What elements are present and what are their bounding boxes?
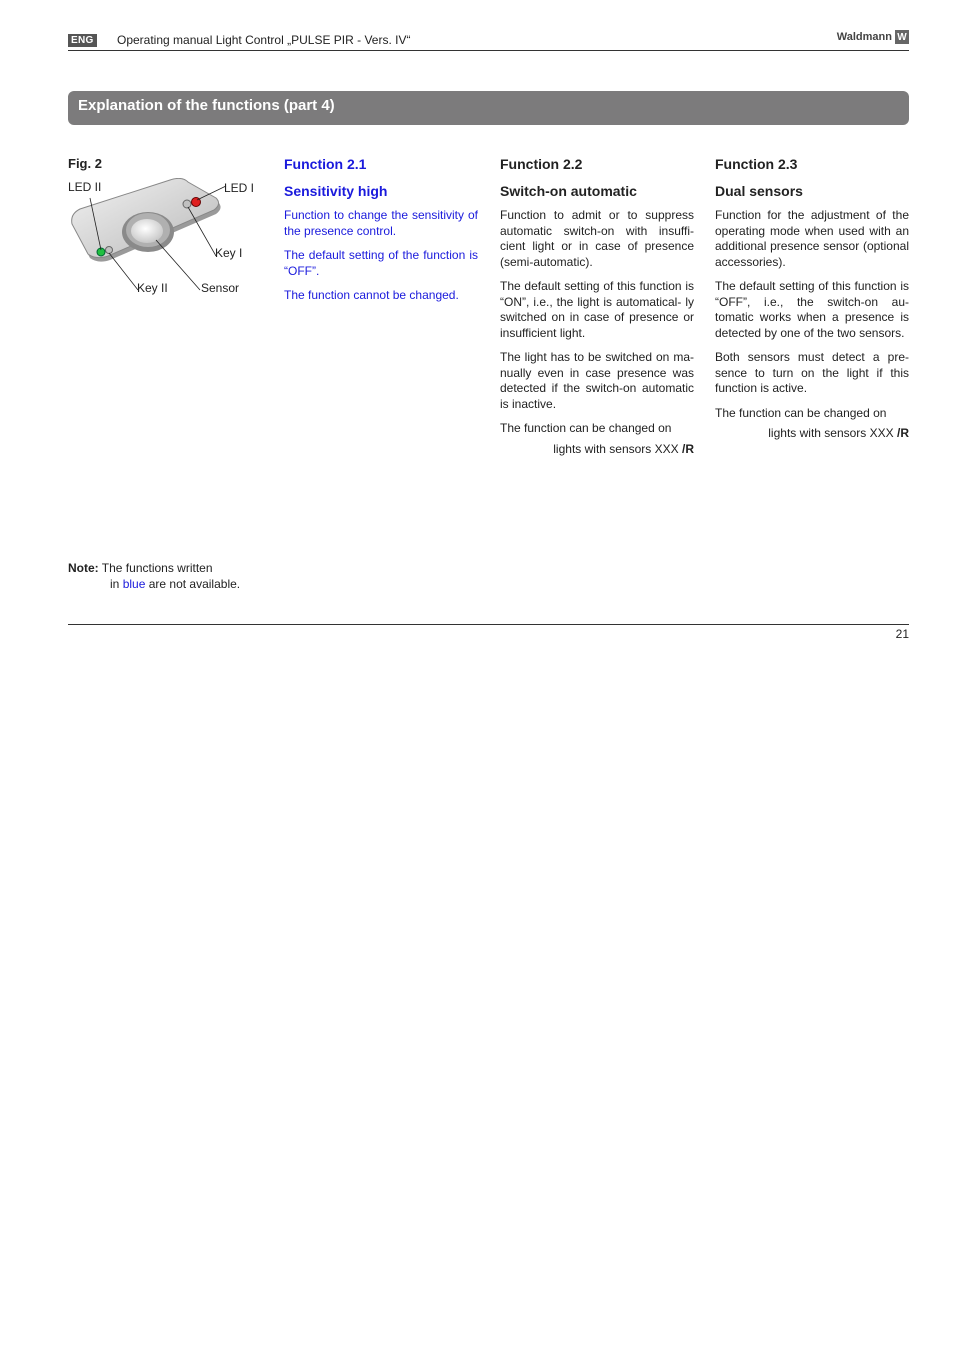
function-2-2-column xyxy=(500,156,694,466)
paragraph: The function can be changed on xyxy=(715,405,887,420)
function-subheading: Dual sensors xyxy=(715,183,803,199)
paragraph: Function to change the sensitivity of the presence control. xyxy=(284,208,478,238)
figure-title: Fig. 2 xyxy=(68,156,102,171)
section-banner xyxy=(68,91,909,125)
label-key-1: Key I xyxy=(215,246,243,260)
brand-logo-icon: W xyxy=(895,30,909,44)
function-subheading: Switch-on automatic xyxy=(500,183,637,199)
function-heading: Function 2.3 xyxy=(715,156,798,172)
label-key-2: Key II xyxy=(137,281,168,295)
label-led-1: LED I xyxy=(224,181,255,195)
label-led-2: LED II xyxy=(68,180,102,194)
key-2-button xyxy=(106,247,113,254)
paragraph: The default setting of this function is “OFF”, i.e., the switch-on au- tomatic works when a presence is detected by one of the two sensors. xyxy=(715,279,909,340)
function-subheading: Sensitivity high xyxy=(284,183,388,199)
note-label: Note: xyxy=(68,561,99,575)
figure-2 xyxy=(68,156,268,295)
sensor-requirement: lights with sensors XXX /R xyxy=(768,426,909,440)
paragraph: The function can be changed on xyxy=(500,421,672,435)
paragraph: Both sensors must detect a pre- sence to turn on the light if this function is active. xyxy=(715,350,909,395)
function-heading: Function 2.2 xyxy=(500,156,583,172)
sensor-dome xyxy=(122,212,174,252)
brand xyxy=(837,30,909,44)
page-number: 21 xyxy=(895,627,909,641)
paragraph: Function to admit or to suppress automatic switch-on with insuffi- cient light or in case of presence (semi-automatic). xyxy=(500,208,694,269)
page-header xyxy=(68,30,909,51)
document-title: Operating manual Light Control „PULSE PIR - Vers. IV“ xyxy=(117,33,411,47)
paragraph: The function cannot be changed. xyxy=(284,288,459,302)
paragraph: The light has to be switched on ma- nually even in case presence was detected if the switch-on automatic is inactive. xyxy=(500,350,694,411)
key-1-button xyxy=(183,200,191,208)
label-sensor: Sensor xyxy=(201,281,240,295)
sensor-requirement: lights with sensors XXX /R xyxy=(553,441,694,456)
brand-name: Waldmann xyxy=(836,31,892,43)
paragraph: The default setting of the function is “OFF”. xyxy=(284,248,478,278)
page-footer xyxy=(68,624,909,641)
function-2-3-column xyxy=(715,156,909,451)
language-badge: ENG xyxy=(68,34,97,47)
function-heading: Function 2.1 xyxy=(284,156,367,172)
blue-word: blue xyxy=(122,576,146,591)
paragraph: Function for the adjustment of the operating mode when used with an additional presence sensor (optional accessories). xyxy=(715,208,909,269)
function-2-1-column xyxy=(284,156,478,313)
paragraph: The default setting of this function is “ON”, i.e., the light is automatical- ly switched on in case of presence or insufficient light. xyxy=(500,279,694,340)
section-title: Explanation of the functions (part 4) xyxy=(78,97,335,114)
note: Note: The functions written in blue are not available. xyxy=(68,561,241,591)
